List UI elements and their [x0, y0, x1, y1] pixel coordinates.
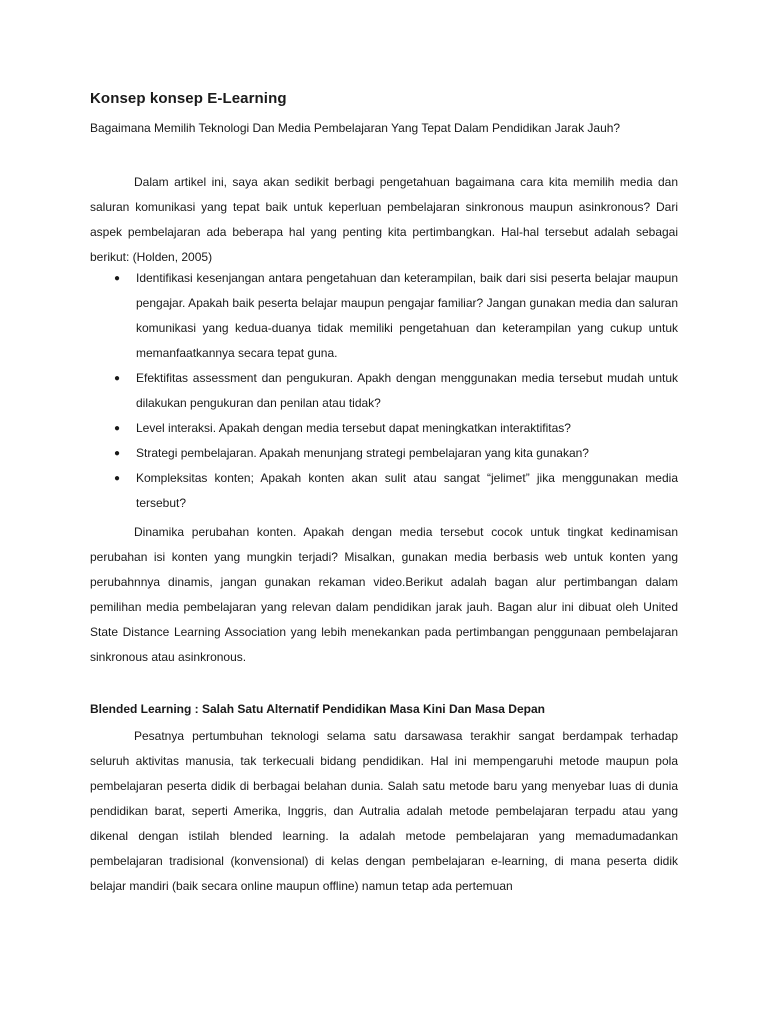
document-title: Konsep konsep E-Learning [90, 90, 287, 107]
considerations-list [90, 266, 678, 516]
list-item-text: Level interaksi. Apakah dengan media tersebut dapat meningkatkan interaktifitas? [136, 421, 571, 435]
intro-paragraph: Dalam artikel ini, saya akan sedikit berbagi pengetahuan bagaimana cara kita memilih media dan saluran komunikasi yang tepat baik untuk keperluan pembelajaran sinkronous maupun asinkronous? Dari aspek pembelajaran ada beberapa hal yang penting kita pertimbangkan. Hal-hal tersebut adalah sebagai berikut: (Holden, 2005) [90, 175, 678, 264]
dynamics-paragraph: Dinamika perubahan konten. Apakah dengan media tersebut cocok untuk tingkat kedinamisan perubahan isi konten yang mungkin terjadi? Misalkan, gunakan media berbasis web untuk konten yang perubahnnya dinamis, jangan gunakan rekaman video.Berikut adalah bagan alur pertimbangan dalam pemilihan media pembelajaran yang relevan dalam pendidikan jarak jauh. Bagan alur ini dibuat oleh United State Distance Learning Association yang lebih menekankan pada pertimbangan penggunaan pembelajaran sinkronous atau asinkronous. [90, 525, 678, 664]
list-item [90, 266, 678, 366]
list-item [90, 466, 678, 516]
bullet-icon: ● [114, 473, 121, 484]
list-item-text: Strategi pembelajaran. Apakah menunjang strategi pembelajaran yang kita gunakan? [136, 446, 589, 460]
list-item-text: Efektifitas assessment dan pengukuran. Apakh dengan menggunakan media tersebut mudah untuk dilakukan pengukuran dan penilan atau tidak? [136, 371, 678, 410]
list-item [90, 366, 678, 416]
bullet-icon: ● [114, 373, 121, 384]
bullet-icon: ● [114, 273, 121, 284]
bullet-icon: ● [114, 448, 121, 459]
section-heading: Blended Learning : Salah Satu Alternatif Pendidikan Masa Kini Dan Masa Depan [90, 702, 545, 716]
list-item [90, 441, 678, 466]
list-item-text: Kompleksitas konten; Apakah konten akan sulit atau sangat “jelimet” jika menggunakan media tersebut? [136, 471, 678, 510]
blended-learning-paragraph: Pesatnya pertumbuhan teknologi selama satu darsawasa terakhir sangat berdampak terhadap seluruh aktivitas manusia, tak terkecuali bidang pendidikan. Hal ini mempengaruhi metode maupun pola pembelajaran peserta didik di berbagai belahan dunia. Salah satu metode baru yang menyebar luas di dunia pendidikan barat, seperti Amerika, Inggris, dan Autralia adalah metode pembelajaran terpadu atau yang dikenal dengan istilah blended learning. Ia adalah metode pembelajaran yang memadumadankan pembelajaran tradisional (konvensional) di kelas dengan pembelajaran e-learning, di mana peserta didik belajar mandiri (baik secara online maupun offline) namun tetap ada pertemuan [90, 729, 678, 893]
list-item [90, 416, 678, 441]
document-subtitle: Bagaimana Memilih Teknologi Dan Media Pembelajaran Yang Tepat Dalam Pendidikan Jarak Jauh? [90, 121, 621, 135]
bullet-icon: ● [114, 423, 121, 434]
list-item-text: Identifikasi kesenjangan antara pengetahuan dan keterampilan, baik dari sisi peserta belajar maupun pengajar. Apakah baik peserta belajar maupun pengajar familiar? Jangan gunakan media dan saluran komunikasi yang kedua-duanya tidak memiliki pengetahuan dan keterampilan yang cukup untuk memanfaatkannya secara tepat guna. [136, 271, 678, 360]
